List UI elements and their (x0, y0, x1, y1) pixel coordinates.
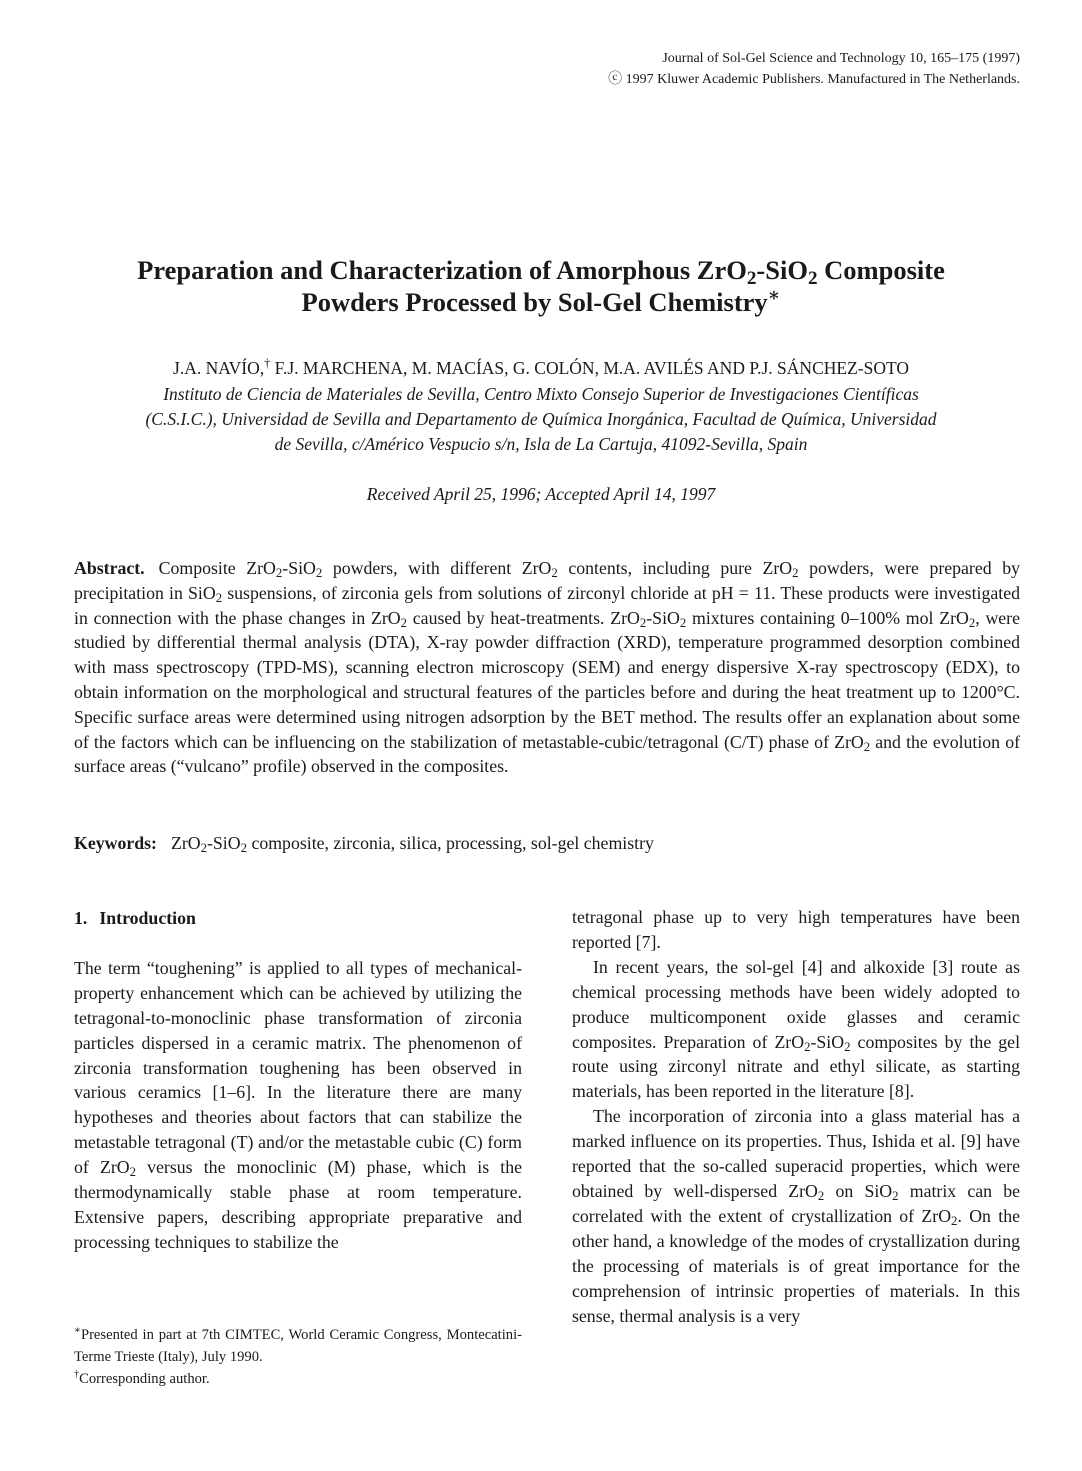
abstract: Abstract. Composite ZrO$_2$-SiO$_2$ powders, with different ZrO$_2$ contents, including pure ZrO$_2$ powders, were prepared by precipitation in SiO$_2$ suspensions, of zirconia gels from solutions of zirconyl chloride at pH = 11. These products were investigated in connection with the phase changes in ZrO$_2$ caused by heat-treatments. ZrO$_2$-SiO$_2$ mixtures containing 0–100% mol ZrO$_2$, were studied by differential thermal analysis (DTA), X-ray powder diffraction (XRD), temperature programmed desorption combined with mass spectroscopy (TPD-MS), scanning electron microscopy (SEM) and energy dispersive X-ray spectroscopy (EDX), to obtain information on the morphological and structural features of the particles before and during the heat treatment up to 1200°C. Specific surface areas were determined using nitrogen adsorption by the BET method. The results offer an explanation about some of the factors which can be influencing on the stabilization of metastable-cubic/tetragonal (C/T) phase of ZrO$_2$ and the evolution of surface areas (“vulcano” profile) observed in the composites. (74, 558, 1021, 777)
intro-paragraph: The term “toughening” is applied to all types of mechanical-property enhancement which can be achieved by utilizing the tetragonal-to-monoclinic phase transformation of zirconia particles dispersed in a ceramic matrix. The phenomenon of zirconia transformation toughening has been observed in various ceramics [1–6]. In the literature there are many hypotheses and theories about factors that can stabilize the metastable tetragonal (T) and/or the metastable cubic (C) form of ZrO$_2$ versus the monoclinic (M) phase, which is the thermodynamically stable phase at room temperature. Extensive papers, describing appropriate preparative and processing techniques to stabilize the (74, 957, 522, 1252)
continued-paragraph: tetragonal phase up to very high temperatures have been reported [7]. (572, 907, 1020, 952)
title-line-1: Preparation and Characterization of Amorphous ZrO$_2$-SiO$_2$ Composite (137, 255, 945, 289)
footnotes (74, 1324, 522, 1390)
left-column (74, 906, 522, 1255)
keywords: Keywords: ZrO$_2$-SiO$_2$ composite, zirconia, silica, processing, sol-gel chemistry (74, 833, 654, 856)
journal-header (608, 48, 1020, 90)
footnote-presented: ∗Presented in part at 7th CIMTEC, World Ceramic Congress, Montecatini-Terme Trieste (Italy), July 1990. (74, 1325, 522, 1365)
paper-title (60, 254, 1022, 318)
author-list: J.A. NAVÍO,† F.J. MARCHENA, M. MACÍAS, G. COLÓN, M.A. AVILÉS AND P.J. SÁNCHEZ-SOTO (173, 356, 909, 378)
received-dates: Received April 25, 1996; Accepted April 14, 1997 (366, 484, 716, 504)
sol-gel-paragraph: In recent years, the sol-gel [4] and alkoxide [3] route as chemical processing methods have been widely adopted to produce multicomponent oxide glasses and ceramic composites. Preparation of ZrO$_2$-SiO$_2$ composites by the gel route using zirconyl nitrate and ethyl silicate, as starting materials, has been reported in the literature [8]. (572, 956, 1021, 1102)
incorporation-paragraph: The incorporation of zirconia into a glass material has a marked influence on its properties. Thus, Ishida et al. [9] have reported that the so-called superacid properties, which were obtained by well-dispersed ZrO$_2$ on SiO$_2$ matrix can be correlated with the extent of crystallization of ZrO$_2$. On the other hand, a knowledge of the modes of crystallization during the processing of materials is of great importance for the comprehension of intrinsic properties of materials. In this sense, thermal analysis is a very (572, 1106, 1021, 1326)
title-line-2: Powders Processed by Sol-Gel Chemistry∗ (301, 285, 781, 317)
right-column (572, 905, 1020, 1328)
abstract-label: Abstract. (74, 558, 145, 578)
journal-citation: Journal of Sol-Gel Science and Technology 10, 165–175 (1997) (662, 51, 1020, 66)
keywords-label: Keywords: (74, 833, 157, 853)
title-footnote-mark: ∗ (767, 285, 781, 307)
affiliation: Instituto de Ciencia de Materiales de Sevilla, Centro Mixto Consejo Superior de Investigaciones Científicas (C.S.I.C.), Universidad de Sevilla and Departamento de Química Inorgánica, Facultad de Química, Universidad de Sevilla, c/Américo Vespucio s/n, Isla de La Cartuja, 41092-Sevilla, Spain (145, 384, 937, 454)
copyright-line: ⓒ 1997 Kluwer Academic Publishers. Manufactured in The Netherlands. (608, 72, 1020, 87)
corresponding-author-mark: † (264, 356, 271, 371)
section-heading: 1. Introduction (74, 908, 196, 928)
footnote-corresponding: †Corresponding author. (74, 1369, 210, 1387)
